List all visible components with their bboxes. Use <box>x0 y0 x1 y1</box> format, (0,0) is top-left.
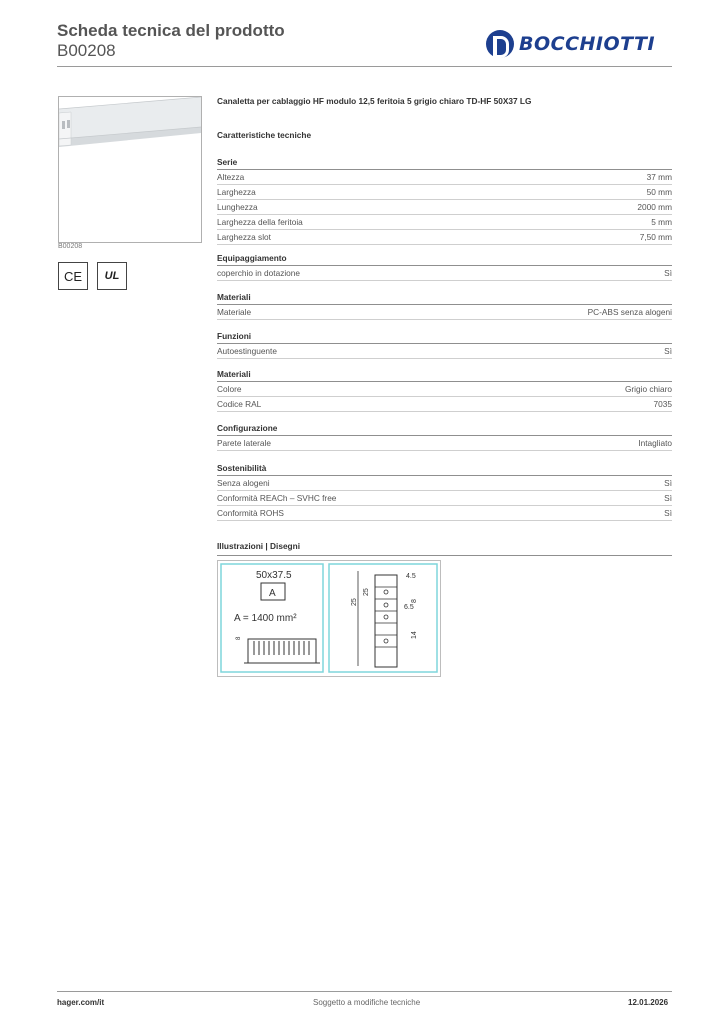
spec-value: 5 mm <box>651 217 672 227</box>
spec-value: Sì <box>664 478 672 488</box>
photo-caption: B00208 <box>58 243 83 250</box>
spec-value: PC-ABS senza alogeni <box>587 307 672 317</box>
drawing-dim-25-a: 25 <box>351 598 358 606</box>
drawing-dim-14: 14 <box>411 631 418 639</box>
footer-website-link[interactable]: hager.com/it <box>57 998 105 1007</box>
section-heading: Equipaggiamento <box>217 251 672 266</box>
illustrations-divider <box>217 555 672 556</box>
spec-value: Sì <box>664 346 672 356</box>
header-divider <box>57 66 672 67</box>
slot-profile <box>375 587 397 647</box>
spec-label: Autoestinguente <box>217 346 277 356</box>
brand-logo-text: BOCCHIOTTI <box>519 33 656 55</box>
spec-value: Grigio chiaro <box>624 384 672 394</box>
technical-drawing <box>217 560 441 677</box>
spec-row <box>217 185 672 200</box>
spec-row <box>217 170 672 185</box>
ul-mark-label: UL <box>104 270 120 282</box>
spec-label: Colore <box>217 384 242 394</box>
spec-value: Sì <box>664 508 672 518</box>
section-heading: Funzioni <box>217 329 672 344</box>
footer-divider <box>57 991 672 992</box>
footer-note: Soggetto a modifiche tecniche <box>313 998 421 1007</box>
product-photo <box>58 96 202 243</box>
drawing-dim-25-b: 25 <box>363 588 370 596</box>
header-title: Scheda tecnica del prodotto <box>57 21 285 40</box>
duct-fingers-profile <box>254 641 309 655</box>
spec-label: Larghezza <box>217 187 256 197</box>
drawing-dim-8: 8 <box>236 636 242 640</box>
spec-section-materiali-colore <box>217 367 672 412</box>
spec-label: Materiale <box>217 307 252 317</box>
specs-title: Caratteristiche tecniche <box>217 130 312 140</box>
spec-label: coperchio in dotazione <box>217 268 301 278</box>
spec-label: Conformità REACh – SVHC free <box>217 493 337 503</box>
section-heading: Materiali <box>217 290 672 305</box>
spec-value: Intagliato <box>638 438 672 448</box>
spec-row <box>217 266 672 281</box>
spec-label: Conformità ROHS <box>217 508 284 518</box>
spec-row <box>217 305 672 320</box>
illustrations-title: Illustrazioni | Disegni <box>217 541 300 551</box>
section-heading: Configurazione <box>217 421 672 436</box>
spec-row <box>217 344 672 359</box>
cable-duct-illustration <box>59 97 201 242</box>
spec-row <box>217 476 672 491</box>
drawing-size-label: 50x37.5 <box>256 570 292 581</box>
spec-value: Sì <box>664 493 672 503</box>
drawing-dim-8-b: 8 <box>411 599 418 603</box>
spec-value: 37 mm <box>646 172 672 182</box>
spec-label: Larghezza della feritoia <box>217 217 303 227</box>
section-heading: Serie <box>217 155 672 170</box>
section-heading: Materiali <box>217 367 672 382</box>
spec-section-funzioni <box>217 329 672 359</box>
spec-row <box>217 397 672 412</box>
drawing-area-label: A = 1400 mm² <box>234 613 297 624</box>
spec-value: Sì <box>664 268 672 278</box>
spec-label: Lunghezza <box>217 202 258 212</box>
spec-value: 50 mm <box>646 187 672 197</box>
spec-row <box>217 382 672 397</box>
spec-row <box>217 215 672 230</box>
drawing-dim-4-5: 4.5 <box>406 573 416 580</box>
technical-drawing-svg <box>218 561 440 676</box>
ul-mark-icon <box>97 262 127 290</box>
spec-value: 7,50 mm <box>639 232 672 242</box>
spec-label: Parete laterale <box>217 438 271 448</box>
spec-value: 7035 <box>653 399 672 409</box>
spec-row <box>217 436 672 451</box>
spec-section-sostenibilita <box>217 461 672 521</box>
spec-row <box>217 506 672 521</box>
spec-label: Senza alogeni <box>217 478 270 488</box>
spec-label: Altezza <box>217 172 245 182</box>
spec-row <box>217 230 672 245</box>
brand-logo <box>486 29 655 59</box>
spec-row <box>217 491 672 506</box>
ce-mark-icon <box>58 262 88 290</box>
drawing-section-letter: A <box>269 588 276 599</box>
section-heading: Sostenibilità <box>217 461 672 476</box>
ce-mark-label: CE <box>63 268 83 284</box>
spec-row <box>217 200 672 215</box>
spec-label: Codice RAL <box>217 399 262 409</box>
spec-section-serie <box>217 155 672 245</box>
spec-section-materiali <box>217 290 672 320</box>
spec-value: 2000 mm <box>637 202 672 212</box>
footer-date: 12.01.2026 <box>628 998 669 1007</box>
product-title: Canaletta per cablaggio HF modulo 12,5 feritoia 5 grigio chiaro TD-HF 50X37 LG <box>217 96 532 106</box>
header-product-code: B00208 <box>57 41 116 60</box>
drawing-dim-6-5: 6.5 <box>404 604 414 611</box>
spec-section-equipaggiamento <box>217 251 672 281</box>
brand-logo-mark-icon <box>486 30 514 58</box>
spec-section-configurazione <box>217 421 672 451</box>
spec-label: Larghezza slot <box>217 232 271 242</box>
